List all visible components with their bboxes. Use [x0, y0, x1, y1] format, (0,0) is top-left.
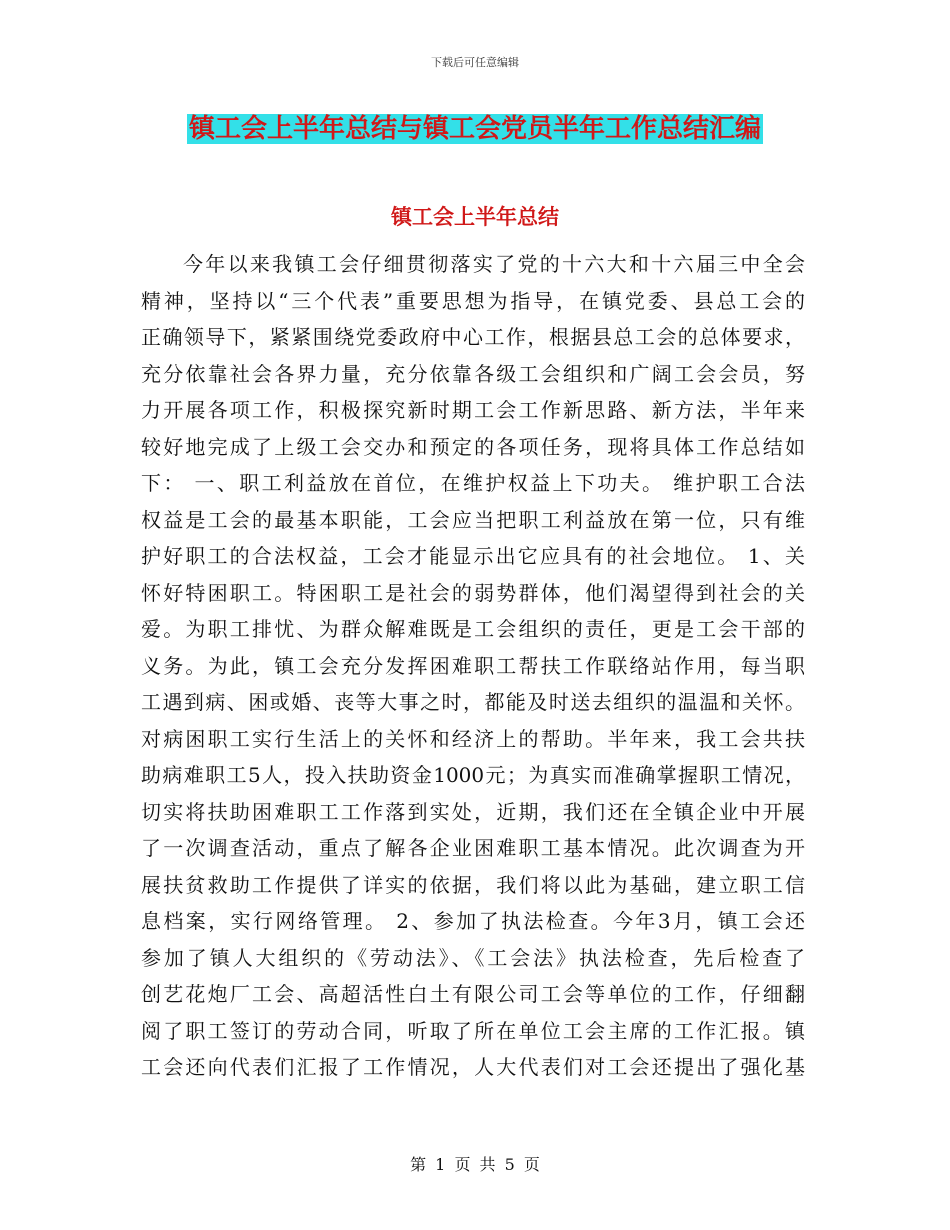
body-line: 正确领导下，紧紧围绕党委政府中心工作，根据县总工会的总体要求， — [141, 325, 805, 349]
body-line: 怀好特困职工。特困职工是社会的弱势群体，他们渴望得到社会的关 — [141, 580, 805, 605]
body-line: 下： 一、职工利益放在首位，在维护权益上下功夫。 维护职工合法 — [141, 471, 805, 495]
page-footer: 第 1 页 共 5 页 — [410, 1155, 540, 1174]
document-title-text: 镇工会上半年总结与镇工会党员半年工作总结汇编 — [188, 114, 761, 144]
body-line: 创艺花炮厂工会、高超活性白土有限公司工会等单位的工作，仔细翻 — [141, 982, 805, 1006]
body-line: 今年以来我镇工会仔细贯彻落实了党的十六大和十六届三中全会 — [183, 252, 805, 276]
body-line: 较好地完成了上级工会交办和预定的各项任务，现将具体工作总结如 — [141, 434, 805, 459]
body-line: 精神，坚持以“三个代表”重要思想为指导，在镇党委、县总工会的 — [141, 288, 805, 313]
header-note: 下载后可任意编辑 — [431, 56, 519, 69]
body-line: 爱。为职工排忧、为群众解难既是工会组织的责任，更是工会干部的 — [141, 617, 805, 641]
body-line: 了一次调查活动，重点了解各企业困难职工基本情况。此次调查为开 — [141, 836, 805, 860]
section-title: 镇工会上半年总结 — [391, 204, 559, 229]
body-line: 力开展各项工作，积极探究新时期工会工作新思路、新方法，半年来 — [141, 398, 805, 422]
body-line: 工遇到病、困或婚、丧等大事之时，都能及时送去组织的温温和关怀。 — [141, 690, 805, 714]
body-line: 展扶贫救助工作提供了详实的依据，我们将以此为基础，建立职工信 — [141, 872, 805, 897]
body-line: 权益是工会的最基本职能，工会应当把职工利益放在第一位，只有维 — [141, 507, 805, 532]
body-line: 息档案，实行网络管理。 2、参加了执法检查。今年3月，镇工会还 — [141, 909, 805, 933]
document-title — [0, 112, 950, 146]
body-line: 义务。为此，镇工会充分发挥困难职工帮扶工作联络站作用，每当职 — [141, 653, 805, 678]
body-line: 工会还向代表们汇报了工作情况，人大代表们对工会还提出了强化基 — [141, 1055, 805, 1079]
body-text — [141, 246, 805, 1086]
body-line: 参加了镇人大组织的《劳动法》、《工会法》执法检查，先后检查了 — [141, 945, 805, 970]
body-line: 护好职工的合法权益，工会才能显示出它应具有的社会地位。 1、关 — [141, 544, 805, 568]
body-line: 切实将扶助困难职工工作落到实处，近期，我们还在全镇企业中开展 — [141, 799, 805, 824]
body-line: 对病困职工实行生活上的关怀和经济上的帮助。半年来，我工会共扶 — [141, 726, 805, 751]
body-line: 阅了职工签订的劳动合同，听取了所在单位工会主席的工作汇报。镇 — [141, 1018, 805, 1043]
body-line: 助病难职工5人，投入扶助资金1000元；为真实而准确掌握职工情况， — [141, 763, 805, 787]
body-line: 充分依靠社会各界力量，充分依靠各级工会组织和广阔工会会员，努 — [141, 361, 805, 386]
